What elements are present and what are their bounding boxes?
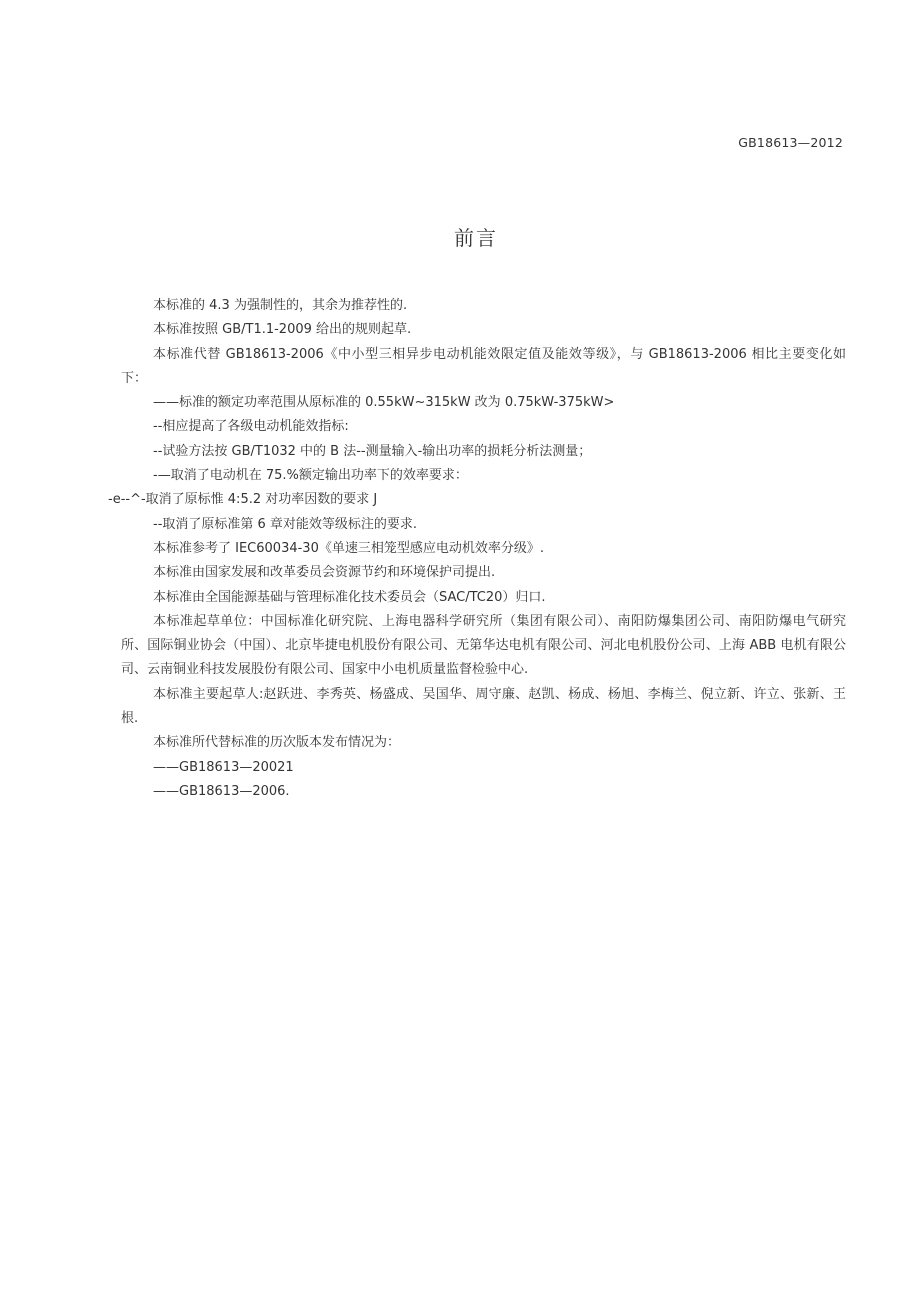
paragraph-replaces-standard: 本标准代替 GB18613-2006《中小型三相异步电动机能效限定值及能效等级》，与 GB18613-2006 相比主要变化如下：	[121, 346, 846, 386]
version-item-2006: ——GB18613—2006.	[153, 783, 290, 799]
paragraph-drafting-rules: 本标准按照 GB/T1.1-2009 给出的规则起草.	[153, 322, 412, 338]
standard-number: GB18613—2012	[738, 135, 843, 150]
version-item-2002: ——GB18613—20021	[153, 759, 294, 775]
body-text	[108, 294, 846, 804]
paragraph-drafting-units: 本标准起草单位：中国标准化研究院、上海电器科学研究所（集团有限公司）、南阳防爆集团公司、南阳防爆电气研究所、国际铜业协会（中国）、北京毕捷电机股份有限公司、无第华达电机有限公司、河北电机股份公司、上海 ABB 电机有限公司、云南铜业科技发展股份有限公司、国家中小电机质量监督检验中心.	[121, 613, 846, 678]
change-item-efficiency-indices: --相应提高了各级电动机能效指标:	[153, 419, 349, 435]
change-item-label-requirement: --取消了原标准第 6 章对能效等级标注的要求.	[153, 516, 418, 532]
change-item-power-range: ——标准的额定功率范围从原标准的 0.55kW~315kW 改为 0.75kW-375kW>	[153, 395, 615, 411]
paragraph-drafters: 本标准主要起草人:赵跃进、李秀英、杨盛成、吴国华、周守廉、赵凯、杨成、杨旭、李梅兰、倪立新、许立、张新、王根.	[121, 686, 846, 727]
page-title: 前言	[454, 226, 498, 250]
paragraph-under-jurisdiction: 本标准由全国能源基础与管理标准化技术委员会（SAC/TC20）归口.	[153, 589, 546, 605]
paragraph-mandatory-clause: 本标准的 4.3 为强制性的，其余为推荐性的.	[153, 298, 408, 313]
change-item-power-factor: -e--^-取消了原标惟 4:5.2 对功率因数的要求 J	[108, 492, 378, 508]
paragraph-reference-iec: 本标准参考了 IEC60034-30《单速三相笼型感应电动机效率分级》.	[153, 540, 544, 556]
change-item-75-percent-efficiency: -—取消了电动机在 75.%额定输出功率下的效率要求：	[153, 468, 468, 484]
paragraph-version-history-intro: 本标准所代替标准的历次版本发布情况为：	[153, 735, 401, 751]
paragraph-proposed-by: 本标准由国家发展和改革委员会资源节约和环境保护司提出.	[153, 565, 496, 581]
change-item-test-method: --试验方法按 GB/T1032 中的 B 法--测量输入-输出功率的损耗分析法测量；	[153, 443, 592, 459]
